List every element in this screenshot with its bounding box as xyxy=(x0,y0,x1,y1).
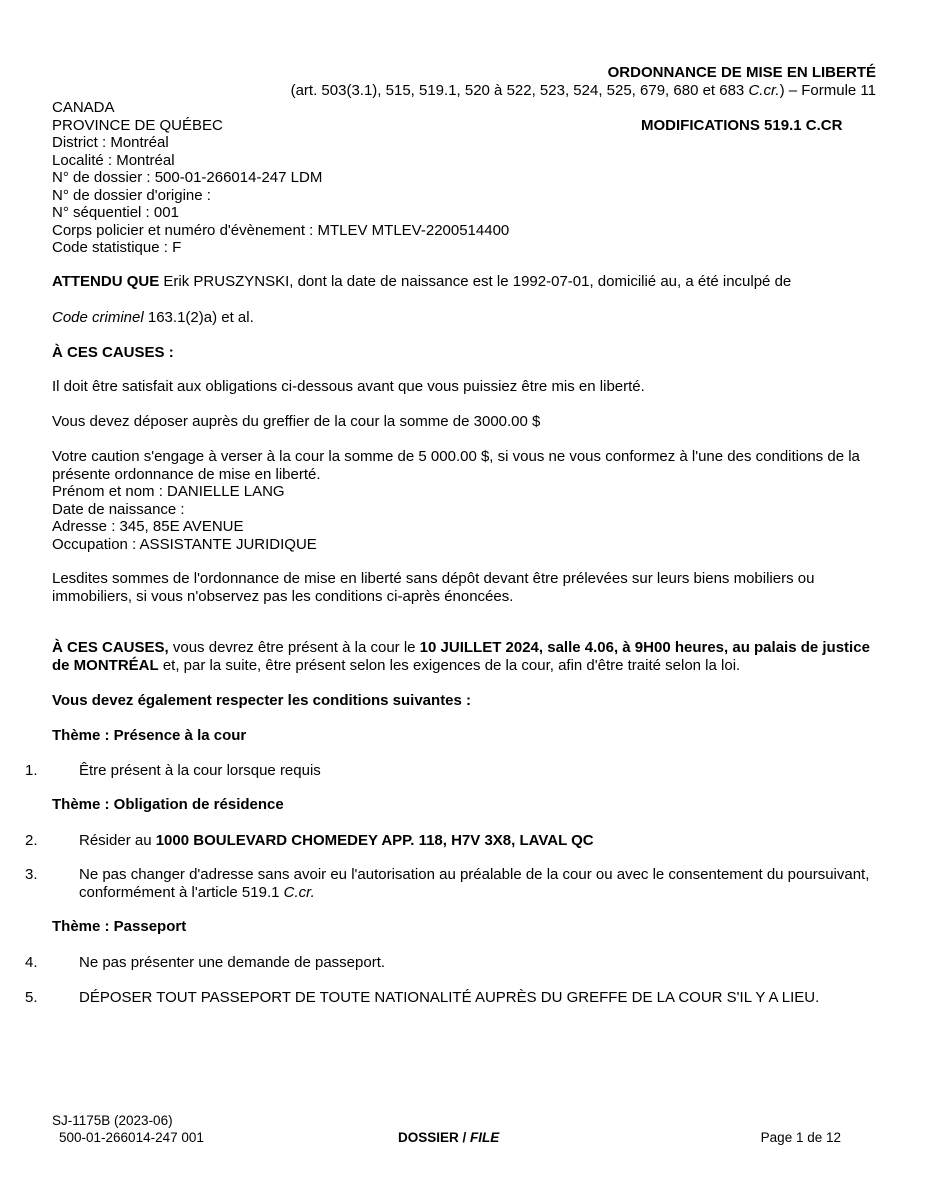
condition-4-number: 4. xyxy=(25,954,38,971)
case-info-block xyxy=(52,99,882,257)
appearance-lead: À CES CAUSES, xyxy=(52,639,169,656)
condition-4 xyxy=(25,954,909,972)
surety-name-line: Prénom et nom : DANIELLE LANG xyxy=(52,483,285,500)
theme-residence: Thème : Obligation de résidence xyxy=(52,796,284,813)
theme-court-presence: Thème : Présence à la cour xyxy=(52,727,247,744)
surety-dob-line: Date de naissance : xyxy=(52,500,185,518)
appearance-text-2: et, par la suite, être présent selon les exigences de la cour, afin d'être traité selon la loi. xyxy=(158,656,741,674)
subtitle-articles: (art. 503(3.1), 515, 519.1, 520 à 522, 523, 524, 525, 679, 680 et 683 xyxy=(290,82,749,99)
condition-3 xyxy=(25,866,909,901)
condition-1-number: 1. xyxy=(25,762,38,779)
charge-paragraph xyxy=(52,309,882,327)
condition-5-text: DÉPOSER TOUT PASSEPORT DE TOUTE NATIONALITÉ AUPRÈS DU GREFFE DE LA COUR S'IL Y A LIEU. xyxy=(79,989,820,1006)
surety-occupation-line: Occupation : ASSISTANTE JURIDIQUE xyxy=(52,535,317,553)
sums-paragraph: Lesdites sommes de l'ordonnance de mise en liberté sans dépôt devant être prélevées sur leurs biens mobiliers ou immobiliers, si vous n'observez pas les conditions ci-après énoncées. xyxy=(52,570,815,605)
subtitle-form: ) – Formule 11 xyxy=(779,82,876,99)
sequence-number-line: N° séquentiel : 001 xyxy=(52,204,179,221)
appearance-text-1: vous devrez être présent à la cour le xyxy=(168,639,420,656)
condition-3-code-abbrev: C.cr. xyxy=(283,883,315,901)
theme-passport: Thème : Passeport xyxy=(52,918,187,935)
condition-5-number: 5. xyxy=(25,989,38,1006)
obligations-paragraph: Il doit être satisfait aux obligations ci-dessous avant que vous puissiez être mis en liberté. xyxy=(52,378,645,395)
attendu-text: Erik PRUSZYNSKI, dont la date de naissance est le 1992-07-01, domicilié au, a été inculpé de xyxy=(159,273,792,290)
condition-1-text: Être présent à la cour lorsque requis xyxy=(79,762,321,779)
subtitle-code-abbrev: C.cr. xyxy=(748,82,780,99)
footer-dossier-label xyxy=(398,1129,499,1147)
condition-4-text: Ne pas présenter une demande de passeport. xyxy=(79,954,386,971)
charge-text: 163.1(2)a) et al. xyxy=(143,309,254,326)
dossier-label: DOSSIER / xyxy=(398,1130,471,1145)
page-number: Page 1 de 12 xyxy=(760,1130,841,1145)
appearance-paragraph xyxy=(52,639,882,674)
condition-2 xyxy=(25,832,909,850)
file-label: FILE xyxy=(470,1130,500,1145)
origin-file-line: N° de dossier d'origine : xyxy=(52,186,211,204)
condition-3-number: 3. xyxy=(25,866,38,883)
form-code: SJ-1175B (2023-06) xyxy=(52,1113,173,1128)
file-number-line: N° de dossier : 500-01-266014-247 LDM xyxy=(52,169,323,186)
deposit-paragraph: Vous devez déposer auprès du greffier de la cour la somme de 3000.00 $ xyxy=(52,413,541,430)
district-line: District : Montréal xyxy=(52,134,169,151)
statistic-code-line: Code statistique : F xyxy=(52,239,182,256)
modifications-label: MODIFICATIONS 519.1 C.CR xyxy=(641,117,843,134)
document-subtitle xyxy=(291,82,876,100)
surety-address-line: Adresse : 345, 85E AVENUE xyxy=(52,518,244,535)
criminal-code-label: Code criminel xyxy=(52,309,144,326)
condition-5 xyxy=(25,989,909,1007)
surety-block xyxy=(52,448,882,553)
province-line: PROVINCE DE QUÉBEC xyxy=(52,116,223,134)
document-title: ORDONNANCE DE MISE EN LIBERTÉ xyxy=(607,64,876,81)
locality-line: Localité : Montréal xyxy=(52,151,175,169)
appearance-date-place: 10 JUILLET 2024, salle 4.06, à 9H00 heures, au palais de justice de MONTRÉAL xyxy=(52,639,870,674)
country-line: CANADA xyxy=(52,99,115,116)
footer-file-reference: 500-01-266014-247 001 xyxy=(59,1130,204,1145)
condition-3-text: Ne pas changer d'adresse sans avoir eu l'autorisation au préalable de la cour ou avec le consentement du poursuivant, conformément à l'article 519.1 xyxy=(79,866,870,901)
condition-2-text: Résider au xyxy=(79,832,156,849)
causes-heading: À CES CAUSES : xyxy=(52,344,174,361)
attendu-lead: ATTENDU QUE xyxy=(52,273,160,290)
condition-1 xyxy=(25,762,909,780)
police-event-line: Corps policier et numéro d'évènement : MTLEV MTLEV-2200514400 xyxy=(52,221,510,239)
condition-2-address: 1000 BOULEVARD CHOMEDEY APP. 118, H7V 3X8, LAVAL QC xyxy=(155,832,594,849)
attendu-paragraph xyxy=(52,273,882,291)
condition-2-number: 2. xyxy=(25,832,38,849)
conditions-heading: Vous devez également respecter les conditions suivantes : xyxy=(52,692,472,709)
surety-paragraph: Votre caution s'engage à verser à la cour la somme de 5 000.00 $, si vous ne vous conformez à l'une des conditions de la présente ordonnance de mise en liberté. xyxy=(52,448,860,483)
